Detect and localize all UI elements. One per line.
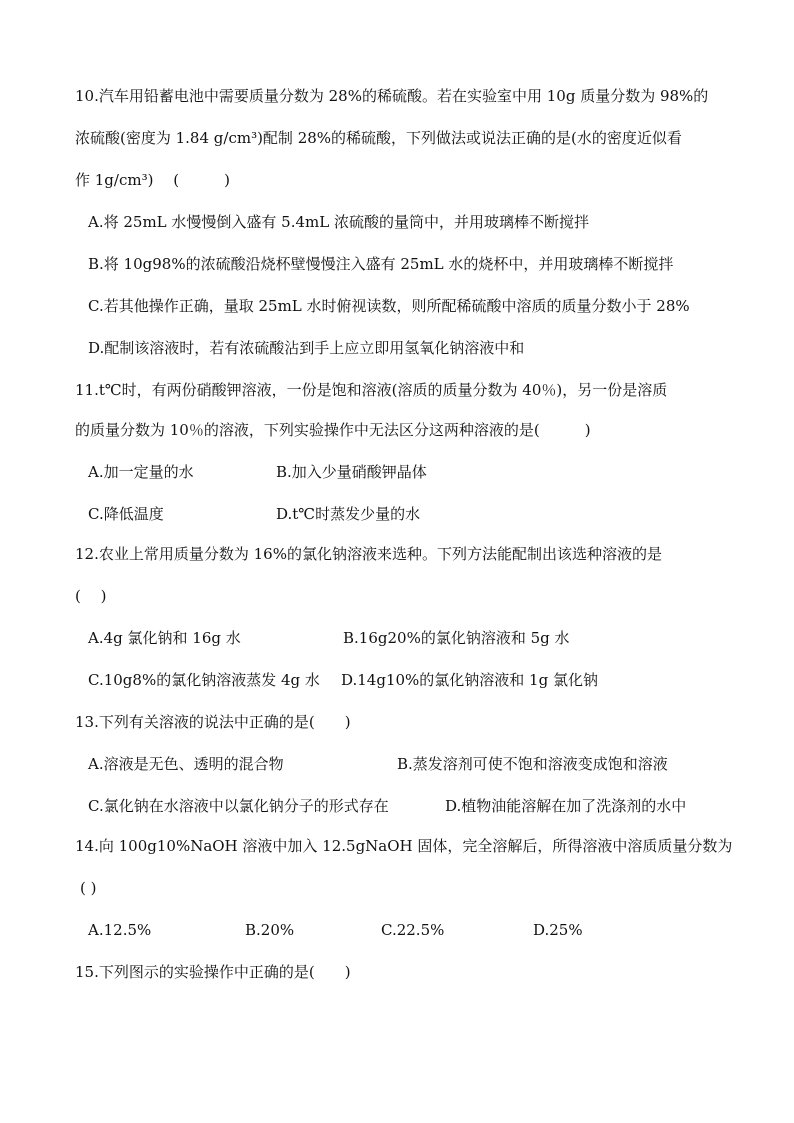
q12-option-d: D.14g10%的氯化钠溶液和 1g 氯化钠 — [341, 671, 598, 689]
q10-option-a: A.将 25mL 水慢慢倒入盛有 5.4mL 浓硫酸的量筒中，并用玻璃棒不断搅拌 — [88, 213, 589, 231]
q13-stem-line-1: 13.下列有关溶液的说法中正确的是( ) — [75, 713, 351, 731]
q13-option-d: D.植物油能溶解在加了洗涤剂的水中 — [445, 797, 687, 815]
q10-option-c: C.若其他操作正确，量取 25mL 水时俯视读数，则所配稀硫酸中溶质的质量分数小于 28% — [88, 297, 690, 315]
q13-option-a: A.溶液是无色、透明的混合物 — [88, 755, 284, 773]
q10-option-d: D.配制该溶液时，若有浓硫酸沾到手上应立即用氢氧化钠溶液中和 — [88, 339, 525, 357]
q13-option-c: C.氯化钠在水溶液中以氯化钠分子的形式存在 — [88, 797, 389, 815]
q11-option-b: B.加入少量硝酸钾晶体 — [276, 463, 427, 481]
q10-option-b: B.将 10g98%的浓硫酸沿烧杯壁慢慢注入盛有 25mL 水的烧杯中，并用玻璃棒不断搅拌 — [88, 255, 674, 273]
q14-option-b: B.20% — [245, 921, 295, 939]
q14-option-c: C.22.5% — [381, 921, 445, 939]
q14-stem-line-1: 14.向 100g10%NaOH 溶液中加入 12.5gNaOH 固体，完全溶解后，所得溶液中溶质质量分数为 — [75, 837, 733, 855]
q11-option-a: A.加一定量的水 — [88, 463, 194, 481]
q12-stem-line-2: ( ) — [75, 587, 107, 605]
q11-option-d: D.t℃时蒸发少量的水 — [276, 505, 421, 523]
q11-stem-line-2: 的质量分数为 10％的溶液，下列实验操作中无法区分这两种溶液的是( ) — [75, 421, 591, 439]
q11-stem-line-1: 11.t℃时，有两份硝酸钾溶液，一份是饱和溶液(溶质的质量分数为 40％)，另一份是溶质 — [75, 381, 668, 399]
q13-option-b: B.蒸发溶剂可使不饱和溶液变成饱和溶液 — [397, 755, 668, 773]
q15-stem-line-1: 15.下列图示的实验操作中正确的是( ) — [75, 963, 351, 981]
q12-stem-line-1: 12.农业上常用质量分数为 16%的氯化钠溶液来选种。下列方法能配制出该选种溶液的是 — [75, 545, 662, 563]
q12-option-a: A.4g 氯化钠和 16g 水 — [88, 629, 241, 647]
q12-option-c: C.10g8%的氯化钠溶液蒸发 4g 水 — [88, 671, 320, 689]
q11-option-c: C.降低温度 — [88, 505, 164, 523]
q10-stem-line-2: 浓硫酸(密度为 1.84 g/cm³)配制 28%的稀硫酸，下列做法或说法正确的是(水的密度近似看 — [75, 129, 682, 147]
q10-stem-line-3: 作 1g/cm³) ( ) — [75, 171, 230, 189]
q14-option-d: D.25% — [533, 921, 583, 939]
q10-stem-line-1: 10.汽车用铅蓄电池中需要质量分数为 28%的稀硫酸。若在实验室中用 10g 质量分数为 98%的 — [75, 87, 709, 105]
q14-stem-line-2: ( ) — [80, 879, 97, 897]
q12-option-b: B.16g20%的氯化钠溶液和 5g 水 — [343, 629, 570, 647]
q14-option-a: A.12.5% — [88, 921, 152, 939]
